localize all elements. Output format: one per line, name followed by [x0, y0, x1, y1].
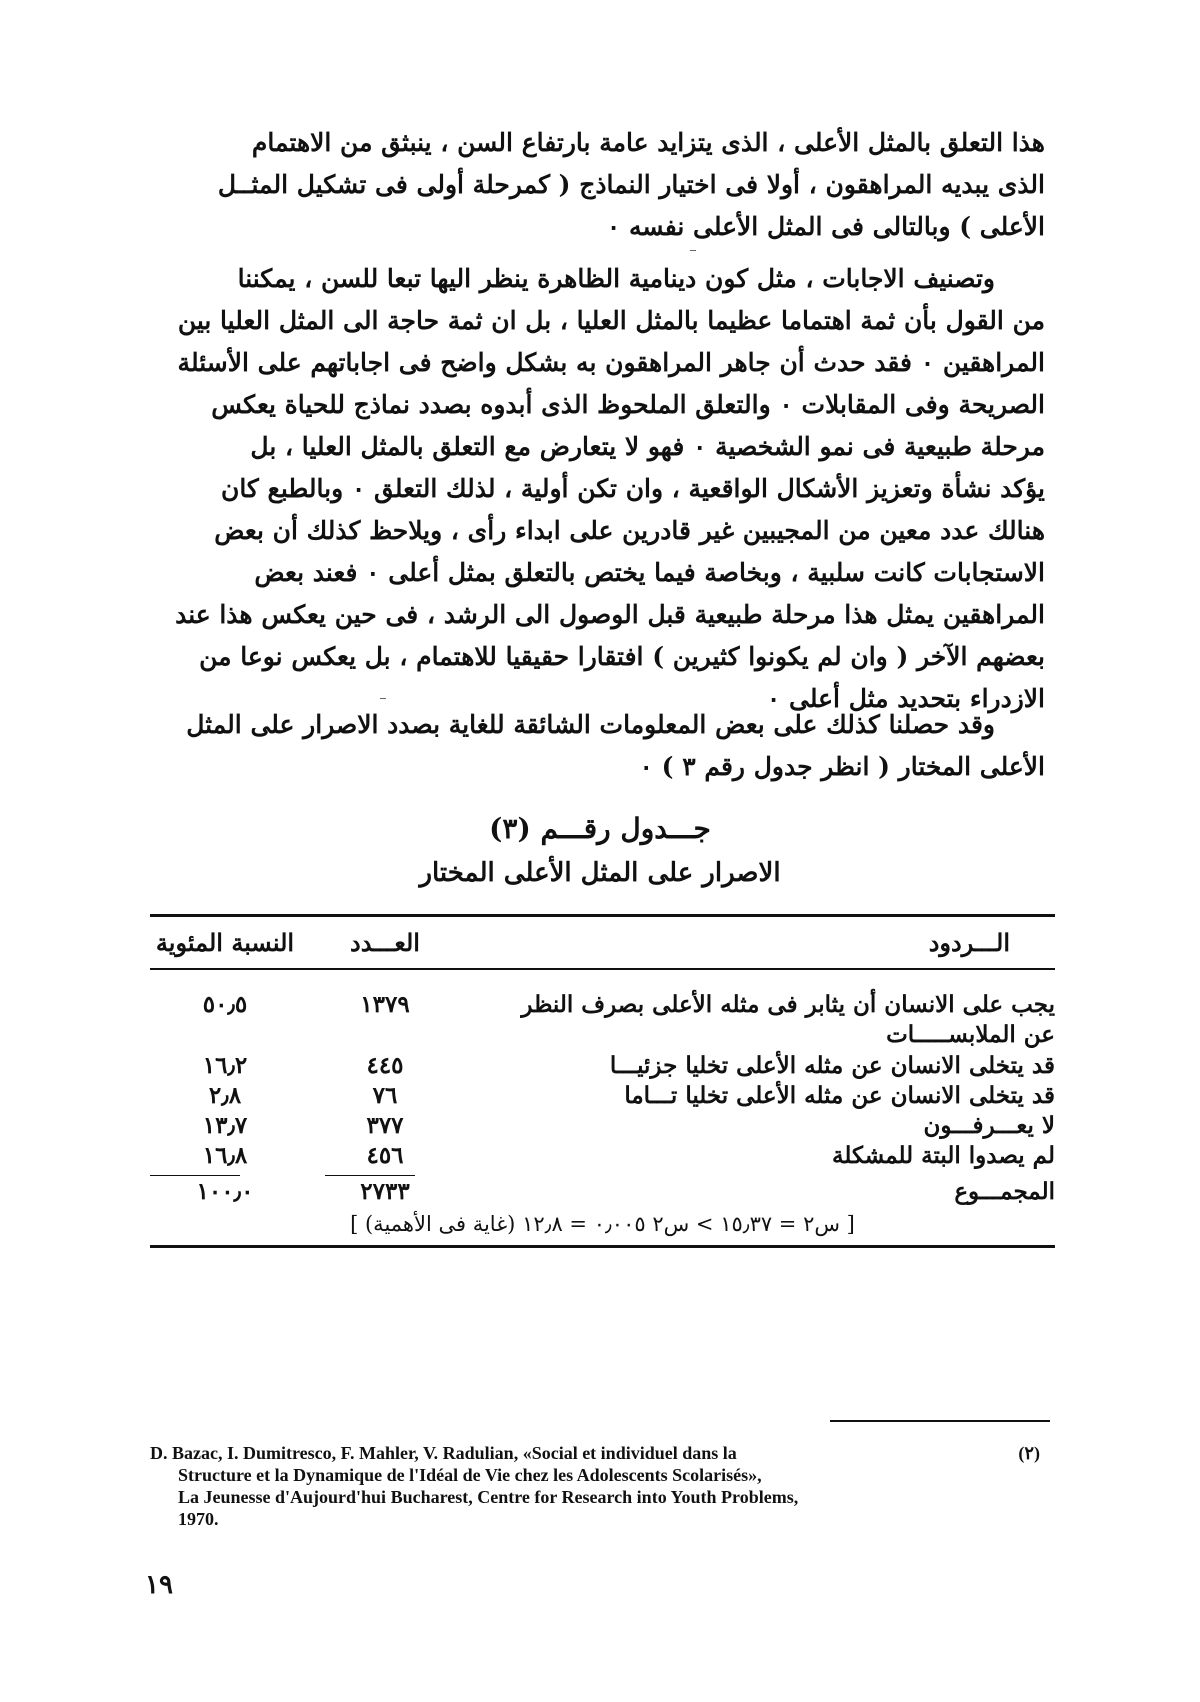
footnote-rule [830, 1420, 1050, 1422]
header-percent: النسبة المئوية [155, 928, 295, 957]
table-header [150, 928, 1055, 962]
row-count: ١٣٧٩ [360, 991, 410, 1018]
footnote [150, 1442, 1040, 1530]
text-line: يؤكد نشأة وتعزيز الأشكال الواقعية ، وان تكن أولية ، لذلك التعلق ٠ وبالطبع كان [220, 474, 1045, 503]
row-count: ٤٤٥ [366, 1052, 404, 1079]
footnote-text: D. Bazac, I. Dumitresco, F. Mahler, V. Radulian, «Social et individuel dans la [150, 1443, 737, 1463]
text-line: هنالك عدد معين من المجيبين غير قادرين على ابداء رأى ، ويلاحظ كذلك أن بعض [214, 516, 1045, 545]
paragraph-3 [145, 704, 1045, 788]
data-table [150, 900, 1055, 1260]
row-response: قد يتخلى الانسان عن مثله الأعلى تخليا تـــاما [624, 1082, 1055, 1109]
row-response: لم يصدوا البتة للمشكلة [832, 1142, 1055, 1169]
footnote-line [150, 1508, 1040, 1530]
table-title: الاصرار على المثل الأعلى المختار [419, 858, 781, 888]
sum-rule-count [325, 1175, 415, 1176]
chi-square-formula: [ س٢ = ١٥٫٣٧ > س٢ ٠٫٠٠٥ = ١٢٫٨ (غاية فى الأهمية) ] [350, 1212, 855, 1236]
row-response: يجب على الانسان أن يثابر فى مثله الأعلى بصرف النظر عن الملابســـــات [521, 991, 1055, 1048]
table-bottom-rule [150, 1245, 1055, 1248]
row-percent: ٥٠٫٥ [202, 991, 248, 1018]
footnote-line [150, 1486, 1040, 1508]
total-label: المجمـــوع [954, 1178, 1055, 1205]
footnote-journal-title: La Jeunesse d'Aujourd'hui [178, 1487, 387, 1507]
text-line: من القول بأن ثمة اهتماما عظيما بالمثل العليا ، بل ان ثمة حاجة الى المثل العليا بين [177, 306, 1045, 335]
footnote-text: Structure et la Dynamique de l'Idéal de Vie chez les Adolescents Scolarisés», [178, 1465, 762, 1485]
row-response: لا يعـــرفـــون [923, 1112, 1055, 1139]
page-number: ١٩ [145, 1570, 173, 1600]
text-line: الازدراء بتحديد مثل أعلى ٠ [766, 684, 1045, 713]
text-line: المراهقين ٠ فقد حدث أن جاهر المراهقون به بشكل واضح فى اجاباتهم على الأسئلة [177, 348, 1045, 377]
footnote-marker: (٢) [1018, 1443, 1040, 1463]
text-line: الذى يبديه المراهقون ، أولا فى اختيار النماذج ( كمرحلة أولى فى تشكيل المثــل [217, 170, 1045, 199]
paragraph-1 [145, 122, 1045, 248]
row-response: قد يتخلى الانسان عن مثله الأعلى تخليا جزئيـــا [609, 1052, 1055, 1079]
text-line: الصريحة وفى المقابلات ٠ والتعلق الملحوظ الذى أبدوه بصدد نماذج للحياة يعكس [211, 390, 1045, 419]
row-count: ٤٥٦ [366, 1142, 404, 1169]
text-line: الاستجابات كانت سلبية ، وبخاصة فيما يختص بالتعلق بمثل أعلى ٠ فعند بعض [254, 558, 1045, 587]
total-percent: ١٠٠٫٠ [196, 1178, 254, 1205]
row-percent: ١٣٫٧ [202, 1112, 248, 1139]
row-count: ٣٧٧ [366, 1112, 404, 1139]
paragraph-2 [145, 258, 1045, 720]
row-count: ٧٦ [372, 1082, 398, 1109]
text-line: المراهقين يمثل هذا مرحلة طبيعية قبل الوصول الى الرشد ، فى حين يعكس هذا عند [175, 600, 1045, 629]
table-header-rule [150, 968, 1055, 970]
text-line: الأعلى المختار ( انظر جدول رقم ٣ ) ٠ [639, 752, 1045, 781]
text-line: هذا التعلق بالمثل الأعلى ، الذى يتزايد عامة بارتفاع السن ، ينبثق من الاهتمام [251, 128, 1045, 157]
text-line: وقد حصلنا كذلك على بعض المعلومات الشائقة للغاية بصدد الاصرار على المثل [186, 710, 995, 739]
text-line: الأعلى ) وبالتالى فى المثل الأعلى نفسه ٠ [606, 212, 1045, 241]
header-count: العـــدد [350, 928, 420, 957]
footnote-line [150, 1464, 1040, 1486]
table-top-rule [150, 914, 1055, 917]
table-number-title: جـــدول رقـــم (٣) [489, 812, 711, 845]
text-line: مرحلة طبيعية فى نمو الشخصية ٠ فهو لا يتعارض مع التعلق بالمثل العليا ، بل [250, 432, 1045, 461]
total-count: ٢٧٣٣ [360, 1178, 410, 1205]
scan-mark [380, 698, 386, 699]
text-line: وتصنيف الاجابات ، مثل كون دينامية الظاهرة ينظر اليها تبعا للسن ، يمكننا [237, 264, 995, 293]
sum-rule-percent [150, 1175, 240, 1176]
footnote-line [150, 1442, 1040, 1464]
row-percent: ١٦٫٢ [202, 1052, 248, 1079]
footnote-year: 1970. [178, 1509, 219, 1529]
text-line: بعضهم الآخر ( وان لم يكونوا كثيرين ) افتقارا حقيقيا للاهتمام ، بل يعكس نوعا من [199, 642, 1045, 671]
scan-mark [690, 250, 696, 251]
header-responses: الـــردود [928, 928, 1010, 957]
footnote-text: Bucharest, Centre for Research into Youth Problems, [386, 1487, 799, 1507]
row-percent: ١٦٫٨ [202, 1142, 248, 1169]
row-percent: ٢٫٨ [208, 1082, 242, 1109]
